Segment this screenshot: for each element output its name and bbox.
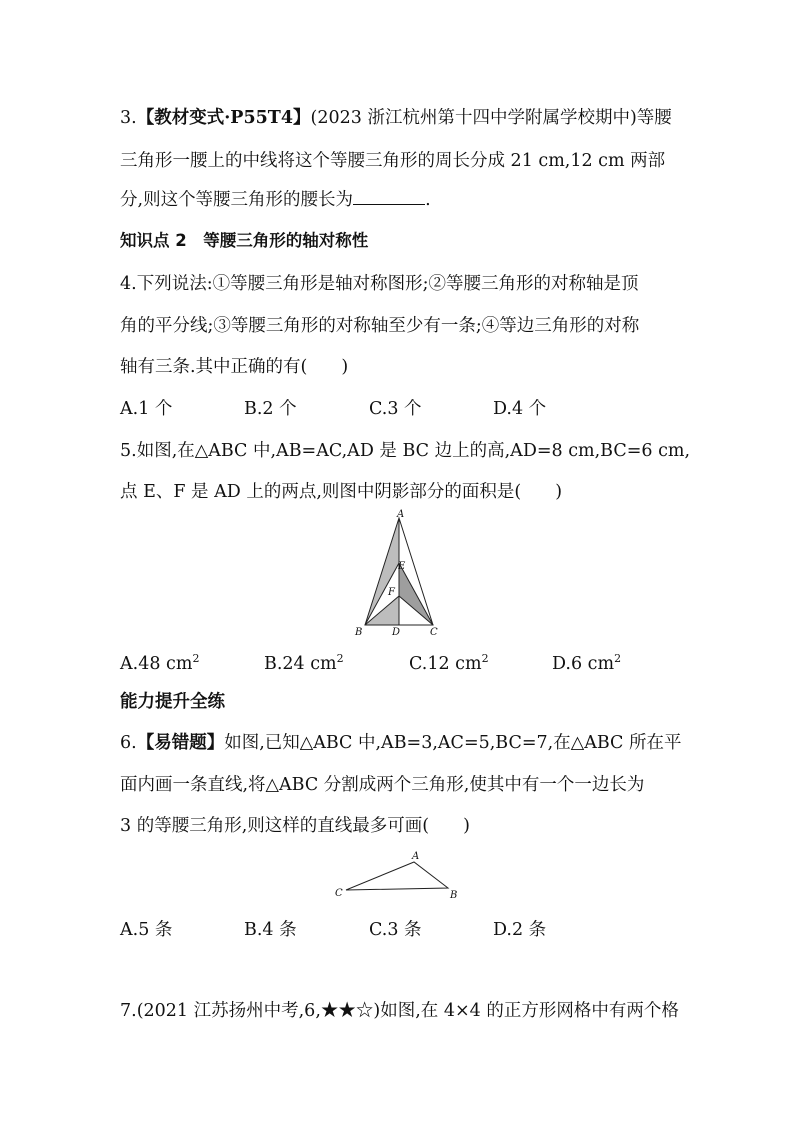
q4-option-c[interactable]: C.3 个 (369, 399, 422, 419)
q6-option-b[interactable]: B.4 条 (244, 920, 297, 940)
q3-text-3: 分,则这个等腰三角形的腰长为 (120, 190, 354, 210)
q5-label-d: D (392, 627, 401, 638)
q6-line3 (120, 814, 470, 838)
q4-line1: 4.下列说法:①等腰三角形是轴对称图形;②等腰三角形的对称轴是顶 (120, 274, 639, 294)
q6-label-b: B (450, 890, 458, 901)
q5-label-c: C (430, 627, 438, 638)
q5-option-c[interactable] (409, 647, 489, 676)
q5-option-a-sup: 2 (192, 652, 200, 665)
section-heading-2: 知识点 2 等腰三角形的轴对称性 (120, 231, 369, 250)
q5-option-b-sup: 2 (336, 652, 344, 665)
q6-label-c: C (335, 888, 343, 899)
q5-option-b-text: B.24 cm (264, 653, 337, 674)
q5-text-2: 点 E、F 是 AD 上的两点,则图中阴影部分的面积是( (120, 482, 522, 502)
q5-label-f: F (388, 587, 395, 598)
q6-number: 6. (120, 733, 137, 753)
q6-text-3: 3 的等腰三角形,则这样的直线最多可画( (120, 816, 430, 836)
q3-line3 (120, 188, 431, 212)
q5-option-c-text: C.12 cm (409, 653, 482, 674)
q5-option-b[interactable] (264, 647, 344, 676)
q3-number: 3. (120, 108, 137, 128)
q4-close-paren: ) (341, 357, 349, 377)
q7-line1: 7.(2021 江苏扬州中考,6,★★☆)如图,在 4×4 的正方形网格中有两个格 (120, 1001, 679, 1021)
q4-option-a[interactable]: A.1 个 (120, 399, 173, 419)
q6-figure-triangle (330, 848, 464, 902)
q5-close-paren: ) (555, 482, 563, 502)
q6-line2: 面内画一条直线,将△ABC 分割成两个三角形,使其中有一个一边长为 (120, 775, 645, 795)
q5-figure-triangle (340, 508, 460, 640)
q3-period: . (425, 190, 431, 210)
q3-answer-blank[interactable] (353, 188, 425, 205)
q6-line1 (120, 731, 681, 755)
q6-triangle-outline (346, 862, 448, 890)
q5-label-a: A (397, 509, 405, 520)
q6-close-paren: ) (463, 816, 470, 836)
q3-tag: 【教材变式·P55T4】 (136, 108, 311, 128)
q4-option-d[interactable]: D.4 个 (493, 399, 547, 419)
q5-label-e: E (398, 561, 406, 572)
q3-line2: 三角形一腰上的中线将这个等腰三角形的周长分成 21 cm,12 cm 两部 (120, 151, 666, 171)
q4-line3 (120, 355, 348, 379)
q6-option-d[interactable]: D.2 条 (493, 920, 547, 940)
q5-option-a[interactable] (120, 647, 199, 676)
q4-line2: 角的平分线;③等腰三角形的对称轴至少有一条;④等边三角形的对称 (120, 316, 640, 336)
q4-text-3: 轴有三条.其中正确的有( (120, 357, 308, 377)
q6-tag: 【易错题】 (136, 733, 225, 753)
q3-text-1: (2023 浙江杭州第十四中学附属学校期中)等腰 (310, 108, 672, 128)
q5-label-b: B (355, 627, 363, 638)
q5-option-d-text: D.6 cm (552, 653, 615, 674)
q6-option-c[interactable]: C.3 条 (369, 920, 422, 940)
q3-line1 (120, 106, 672, 130)
q5-line2 (120, 480, 562, 504)
q6-text-1: 如图,已知△ABC 中,AB=3,AC=5,BC=7,在△ABC 所在平 (224, 733, 682, 753)
q6-option-a[interactable]: A.5 条 (120, 920, 173, 940)
q4-option-b[interactable]: B.2 个 (244, 399, 297, 419)
q5-option-c-sup: 2 (481, 652, 489, 665)
q5-option-d-sup: 2 (614, 652, 622, 665)
q6-label-a: A (412, 851, 420, 862)
q5-option-d[interactable] (552, 647, 621, 676)
q5-option-a-text: A.48 cm (120, 653, 193, 674)
section-heading-3: 能力提升全练 (120, 692, 225, 712)
q5-line1: 5.如图,在△ABC 中,AB=AC,AD 是 BC 边上的高,AD=8 cm,BC=6 cm, (120, 441, 691, 461)
